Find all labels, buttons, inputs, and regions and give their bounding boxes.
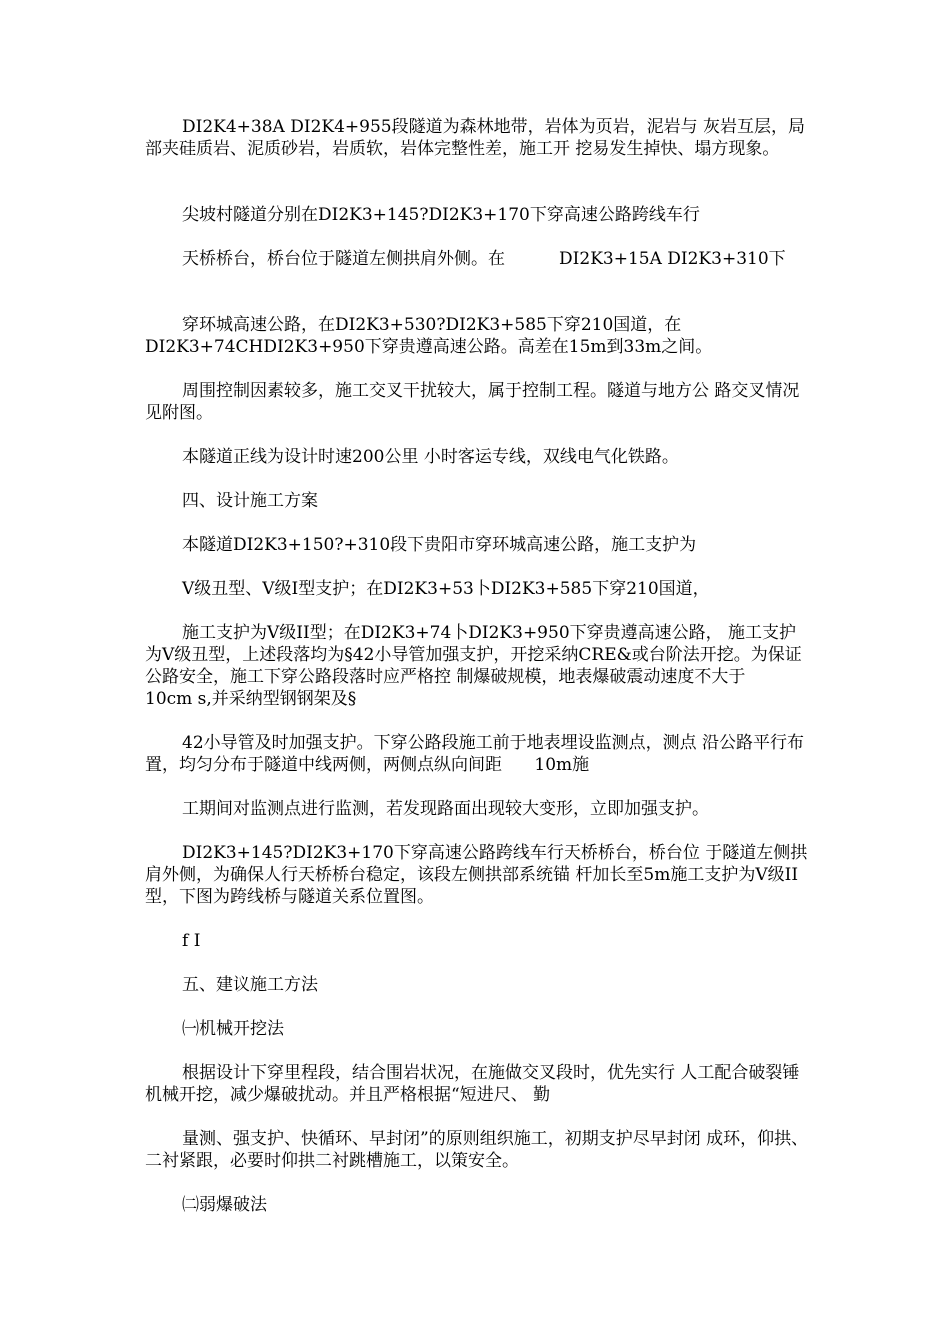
paragraph-bridge-abutment: 天桥桥台，桥台位于隧道左侧拱肩外侧。在 DI2K3+15A DI2K3+310下 (182, 249, 786, 269)
paragraph-geology: DI2K4+38A DI2K4+955段隧道为森林地带，岩体为页岩，泥岩与 灰岩互层，局部夹硅质岩、泥质砂岩，岩质软，岩体完整性差，施工开 挖易发生掉快、塌方现象。 (145, 117, 806, 159)
figure-placeholder-text: f I (182, 931, 201, 951)
paragraph-construction-principle: 量测、强支护、快循环、早封闭”的原则组织施工，初期支护尽早封闭 成环，仰拱、二衬紧跟，必要时仰拱二衬跳槽施工，以策安全。 (145, 1129, 809, 1171)
heading-construction-method: 五、建议施工方法 (182, 975, 318, 995)
heading-design-plan: 四、设计施工方案 (182, 491, 318, 511)
paragraph-support-details: 施工支护为V级II型；在DI2K3+74卜DI2K3+950下穿贵遵高速公路， 施工支护为V级丑型，上述段落均为§42小导管加强支护，开挖采纳CRE&或台阶法开挖。为保证公路安全，施工下穿公路段落时应严格控 制爆破规模，地表爆破震动速度不大于 10cm s,并采纳型钢钢架及§ (145, 623, 802, 709)
paragraph-support-type: V级丑型、V级I型支护；在DI2K3+53卜DI2K3+585下穿210国道， (182, 579, 710, 599)
paragraph-monitoring: 工期间对监测点进行监测，若发现路面出现较大变形，立即加强支护。 (182, 799, 709, 819)
paragraph-excavation-method: 根据设计下穿里程段，结合围岩状况，在施做交叉段时，优先实行 人工配合破裂锤机械开挖，减少爆破扰动。并且严格根据“短进尺、 勤 (145, 1063, 800, 1105)
paragraph-overpass: DI2K3+145?DI2K3+170下穿高速公路跨线车行天桥桥台，桥台位 于隧道左侧拱肩外侧，为确保人行天桥桥台稳定，该段左侧拱部系统锚 杆加长至5m施工支护为V级II型，下图为跨线桥与隧道关系位置图。 (145, 843, 808, 907)
paragraph-ring-expressway: 穿环城高速公路，在DI2K3+530?DI2K3+585下穿210国道，在DI2K3+74CHDI2K3+950下穿贵遵高速公路。高差在15m到33m之间。 (145, 315, 713, 357)
heading-weak-blasting: ㈡弱爆破法 (182, 1195, 267, 1215)
paragraph-jianpocun-tunnel: 尖坡村隧道分别在DI2K3+145?DI2K3+170下穿高速公路跨线车行 (182, 205, 700, 225)
paragraph-control-factors: 周围控制因素较多，施工交叉干扰较大，属于控制工程。隧道与地方公 路交叉情况见附图。 (145, 381, 800, 423)
paragraph-guiyang-section: 本隧道DI2K3+150?+310段下贵阳市穿环城高速公路，施工支护为 (182, 535, 697, 555)
paragraph-design-speed: 本隧道正线为设计时速200公里 小时客运专线，双线电气化铁路。 (182, 447, 679, 467)
paragraph-monitoring-points: 42小导管及时加强支护。下穿公路段施工前于地表埋设监测点，测点 沿公路平行布置，均匀分布于隧道中线两侧，两侧点纵向间距 10m施 (145, 733, 805, 775)
heading-mechanical-excavation: ㈠机械开挖法 (182, 1019, 284, 1039)
